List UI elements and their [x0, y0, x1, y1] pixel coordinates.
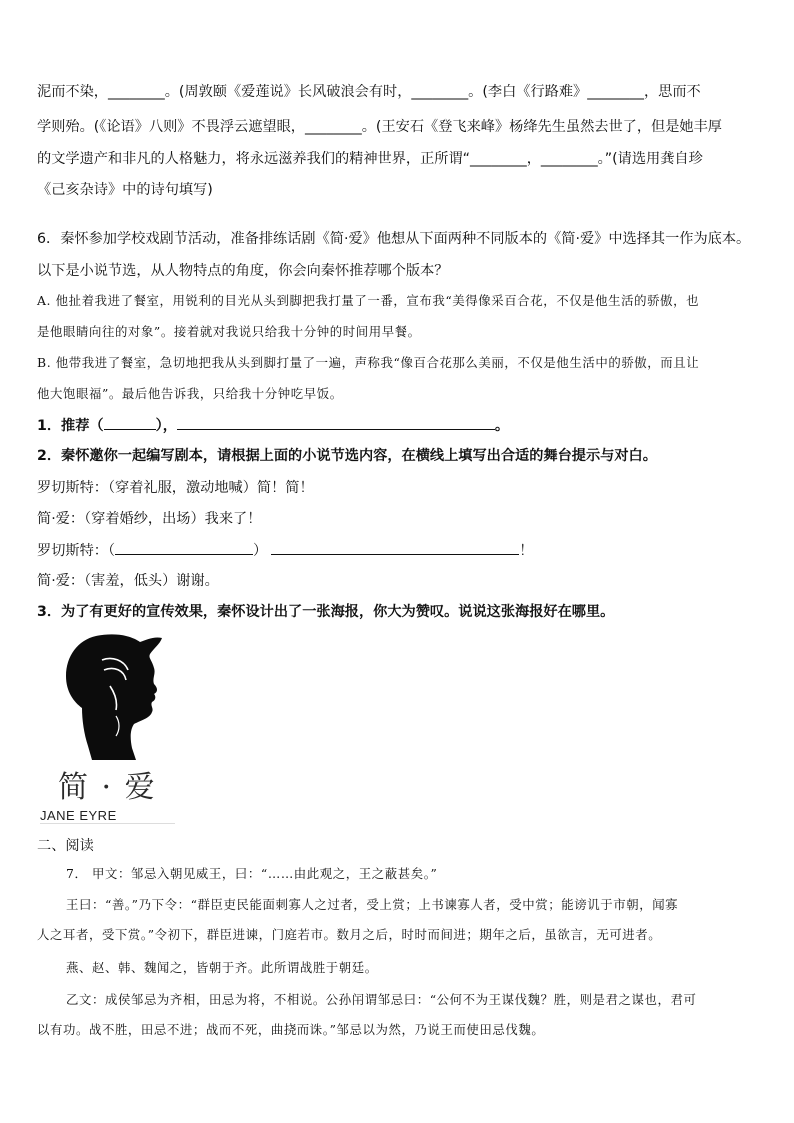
subq-1-recommend	[37, 415, 509, 436]
poem-line-2: 学则殆。(《论语》八则》不畏浮云遮望眼，________。(王安石《登飞来峰》杨绛先生虽然去世了，但是她丰厚	[37, 119, 722, 135]
poem-line-4: 《己亥杂诗》中的诗句填写)	[37, 182, 213, 198]
passage-b-line-1: 乙文：成侯邹忌为齐相，田忌为将，不相说。公孙闬谓邹忌曰：“公何不为王谋伐魏？胜，则是君之谋也，君可	[66, 992, 697, 1007]
dialogue-rochester-1: 罗切斯特：（穿着礼服，激动地喊）简！简！	[37, 480, 314, 496]
dialogue-rochester-2	[37, 540, 533, 561]
reason-blank[interactable]	[177, 415, 495, 430]
dialogue-rochester-2-prefix: 罗切斯特：（	[37, 543, 116, 559]
recommend-blank[interactable]	[104, 415, 156, 430]
subq-1-mid: ），	[155, 418, 177, 434]
subq-3-stem: 3．为了有更好的宣传效果，秦怀设计出了一张海报，你大为赞叹。说说这张海报好在哪里。	[37, 604, 615, 620]
subq-1-end: 。	[494, 418, 510, 434]
poster-title: 简 · 爱	[58, 770, 157, 805]
passage-b-line-2: 以有功。战不胜，田忌不进；战而不死，曲挠而诛。”邹忌以为然，乃说王而使田忌伐魏。	[37, 1022, 545, 1037]
dialogue-rochester-2-mid: ）	[253, 543, 268, 559]
passage-a-line-1: 王曰：“善。”乃下令：“群臣吏民能面刺寡人之过者，受上赏；上书谏寡人者，受中赏；能谤讥于市朝，闻寡	[66, 897, 679, 912]
dialogue-rochester-2-end: ！	[519, 543, 534, 559]
passage-a-line-2: 人之耳者，受下赏。”令初下，群臣进谏，门庭若市。数月之后，时时而间进；期年之后，虽欲言，无可进者。	[37, 927, 662, 942]
stage-direction-blank[interactable]	[115, 540, 253, 555]
q6-stem-2: 以下是小说节选，从人物特点的角度，你会向秦怀推荐哪个版本？	[37, 263, 449, 279]
dialogue-jane-1: 简·爱：（穿着婚纱，出场）我来了！	[37, 511, 262, 527]
silhouette-image	[58, 630, 168, 760]
subq-2-stem: 2．秦怀邀你一起编写剧本，请根据上面的小说节选内容，在横线上填写出合适的舞台提示与对白。	[37, 448, 657, 464]
poster-divider	[40, 823, 175, 824]
q6-stem-1: 6．秦怀参加学校戏剧节活动，准备排练话剧《简·爱》他想从下面两种不同版本的《简·爱》中选择其一作为底本。	[37, 231, 751, 247]
version-b-line-2: 他大饱眼福”。最后他告诉我，只给我十分钟吃早饭。	[37, 386, 343, 401]
poster-subtitle: JANE EYRE	[40, 808, 117, 823]
section-heading-reading: 二、阅读	[37, 838, 94, 854]
passage-a-line-3: 燕、赵、韩、魏闻之，皆朝于齐。此所谓战胜于朝廷。	[66, 960, 378, 975]
dialogue-jane-2: 简·爱：（害羞，低头）谢谢。	[37, 573, 219, 589]
subq-1-prefix: 1．推荐（	[37, 418, 104, 434]
version-b-line-1: B. 他带我进了餐室，急切地把我从头到脚打量了一遍，声称我“像百合花那么美丽，不仅是他生活中的骄傲，而且让	[37, 355, 700, 370]
poem-line-3: 的文学遗产和非凡的人格魅力，将永远滋养我们的精神世界，正所谓“________，________。”(请选用龚自珍	[37, 151, 703, 167]
dialogue-blank[interactable]	[271, 540, 519, 555]
version-a-line-1: A. 他扯着我进了餐室，用锐利的目光从头到脚把我打量了一番，宣布我“美得像采百合花，不仅是他生活的骄傲，也	[37, 293, 700, 308]
jane-eyre-poster	[40, 630, 175, 825]
poem-line-1: 泥而不染，________。(周敦颐《爱莲说》长风破浪会有时，________。(李白《行路难》________，思而不	[37, 84, 701, 100]
version-a-line-2: 是他眼睛向往的对象”。接着就对我说只给我十分钟的时间用早餐。	[37, 324, 421, 339]
q7-first-line: 7． 甲文：邹忌入朝见威王，曰：“……由此观之，王之蔽甚矣。”	[66, 866, 438, 881]
